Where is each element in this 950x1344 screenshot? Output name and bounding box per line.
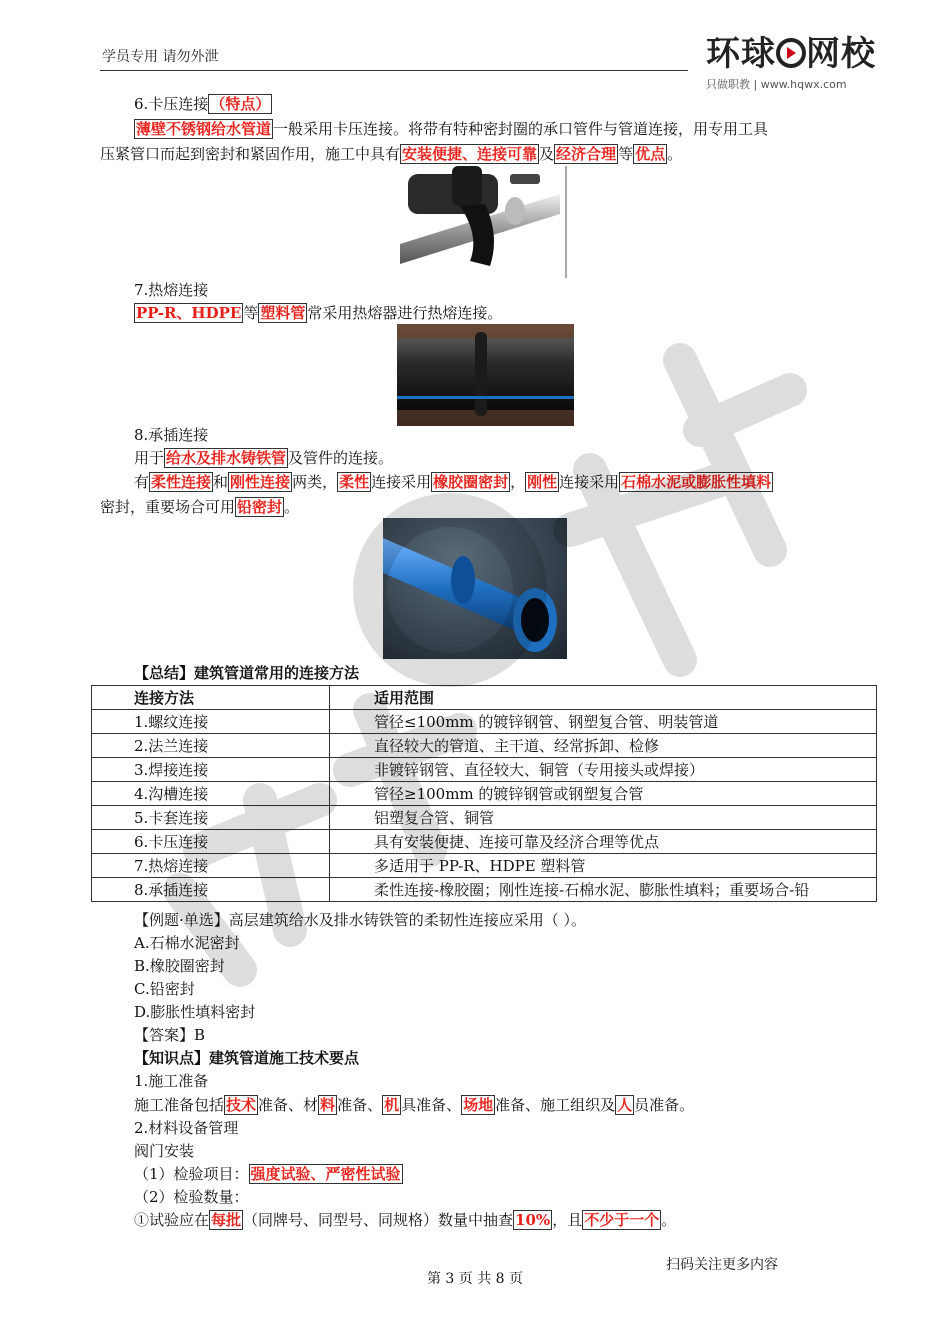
section-6-line-2 bbox=[100, 143, 682, 165]
hqwx-logo bbox=[706, 36, 876, 96]
scope-cell: 具有安装便捷、连接可靠及经济合理等优点 bbox=[330, 830, 877, 854]
section-7-title: 7.热熔连接 bbox=[134, 281, 209, 299]
highlight: 机 bbox=[384, 1096, 400, 1114]
method-cell: 4.沟槽连接 bbox=[92, 782, 330, 806]
table-row bbox=[92, 782, 877, 806]
table-row bbox=[92, 758, 877, 782]
press-fit-tool-photo bbox=[400, 166, 567, 278]
table-row bbox=[92, 806, 877, 830]
text: 。 bbox=[661, 1211, 677, 1229]
knowledge-title: 【知识点】建筑管道施工技术要点 bbox=[134, 1049, 360, 1067]
example-answer: 【答案】B bbox=[134, 1026, 206, 1044]
text: 及 bbox=[539, 145, 555, 163]
highlight: 刚性 bbox=[527, 473, 558, 491]
section-8-line-1 bbox=[134, 447, 393, 469]
inspection-rule bbox=[134, 1209, 676, 1231]
text: 员准备。 bbox=[634, 1096, 695, 1114]
option-c: C.铅密封 bbox=[134, 980, 195, 998]
text: 连接采用 bbox=[559, 473, 620, 491]
summary-table bbox=[91, 685, 877, 902]
text: 。 bbox=[284, 498, 300, 516]
summary-title: 【总结】建筑管道常用的连接方法 bbox=[134, 664, 360, 682]
method-cell: 5.卡套连接 bbox=[92, 806, 330, 830]
highlight: 场地 bbox=[463, 1096, 494, 1114]
highlight: 优点 bbox=[635, 145, 666, 163]
text: 具准备、 bbox=[401, 1096, 462, 1114]
section-8-line-2 bbox=[134, 471, 773, 493]
highlight: PP-R、HDPE bbox=[136, 304, 242, 322]
table-row bbox=[92, 830, 877, 854]
text: 等 bbox=[618, 145, 634, 163]
section-6-line-1 bbox=[134, 118, 768, 140]
option-d: D.膨胀性填料密封 bbox=[134, 1003, 256, 1021]
highlight: 强度试验、严密性试验 bbox=[250, 1165, 401, 1183]
logo-text-a: 环球 bbox=[706, 34, 776, 74]
text: 等 bbox=[243, 304, 259, 322]
text: （1）检验项目： bbox=[134, 1165, 249, 1183]
logo-text-b: 网校 bbox=[806, 34, 876, 74]
method-cell: 7.热熔连接 bbox=[92, 854, 330, 878]
highlight: 刚性连接 bbox=[230, 473, 291, 491]
highlight: 安装便捷、连接可靠 bbox=[402, 145, 538, 163]
knowledge-s2-title: 2.材料设备管理 bbox=[134, 1119, 239, 1137]
text: 准备、施工组织及 bbox=[495, 1096, 616, 1114]
table-row bbox=[92, 854, 877, 878]
highlight: 石棉水泥或膨胀性填料 bbox=[621, 473, 772, 491]
text: ， bbox=[510, 473, 526, 491]
option-b: B.橡胶圈密封 bbox=[134, 957, 225, 975]
highlight: 橡胶圈密封 bbox=[433, 473, 509, 491]
page-number: 第 3 页 共 8 页 bbox=[426, 1271, 524, 1287]
text: 连接采用 bbox=[371, 473, 432, 491]
highlight: 经济合理 bbox=[556, 145, 617, 163]
scope-cell: 铝塑复合管、铜管 bbox=[330, 806, 877, 830]
table-row bbox=[92, 878, 877, 902]
text: 和 bbox=[213, 473, 229, 491]
title-text: 6.卡压连接 bbox=[134, 95, 209, 113]
text: 有 bbox=[134, 473, 150, 491]
text: 常采用热熔器进行热熔连接。 bbox=[307, 304, 503, 322]
method-cell: 1.螺纹连接 bbox=[92, 710, 330, 734]
text: 用于 bbox=[134, 449, 165, 467]
logo-wordmark bbox=[706, 36, 876, 72]
qr-follow-note: 扫码关注更多内容 bbox=[666, 1257, 778, 1273]
text: 两类， bbox=[292, 473, 338, 491]
table-row bbox=[92, 734, 877, 758]
scope-cell: 多适用于 PP-R、HDPE 塑料管 bbox=[330, 854, 877, 878]
highlight: 薄壁不锈钢给水管道 bbox=[136, 120, 272, 138]
highlight: 人 bbox=[617, 1096, 633, 1114]
header-confidential-note: 学员专用 请勿外泄 bbox=[102, 49, 219, 65]
example-question: 【例题·单选】高层建筑给水及排水铸铁管的柔韧性连接应采用（ ）。 bbox=[134, 911, 587, 929]
method-cell: 3.焊接连接 bbox=[92, 758, 330, 782]
highlight: 技术 bbox=[226, 1096, 257, 1114]
text: 压紧管口而起到密封和紧固作用，施工中具有 bbox=[100, 145, 401, 163]
scope-cell: 非镀锌钢管、直径较大、铜管（专用接头或焊接） bbox=[330, 758, 877, 782]
method-cell: 6.卡压连接 bbox=[92, 830, 330, 854]
highlight: 料 bbox=[320, 1096, 336, 1114]
scope-cell: 直径较大的管道、主干道、经常拆卸、检修 bbox=[330, 734, 877, 758]
scope-cell: 管径≤100mm 的镀锌钢管、钢塑复合管、明装管道 bbox=[330, 710, 877, 734]
text: 准备、 bbox=[337, 1096, 383, 1114]
text: 及管件的连接。 bbox=[288, 449, 394, 467]
text: 。 bbox=[667, 145, 683, 163]
highlight: 不少于一个 bbox=[584, 1211, 660, 1229]
hot-melt-pipe-photo bbox=[397, 324, 574, 426]
highlight: （特点） bbox=[210, 95, 271, 113]
section-8-title: 8.承插连接 bbox=[134, 426, 209, 444]
knowledge-s1-line bbox=[134, 1094, 694, 1116]
text: 准备、材 bbox=[258, 1096, 319, 1114]
table-row bbox=[92, 710, 877, 734]
table-header-row bbox=[92, 686, 877, 710]
option-a: A.石棉水泥密封 bbox=[134, 934, 240, 952]
section-8-line-3 bbox=[100, 496, 299, 518]
highlight: 每批 bbox=[211, 1211, 242, 1229]
highlight: 塑料管 bbox=[260, 304, 306, 322]
text: 密封，重要场合可用 bbox=[100, 498, 236, 516]
text: 施工准备包括 bbox=[134, 1096, 225, 1114]
header-scope: 适用范围 bbox=[330, 686, 877, 710]
highlight: 柔性连接 bbox=[151, 473, 212, 491]
knowledge-s1-title: 1.施工准备 bbox=[134, 1072, 209, 1090]
highlight: 给水及排水铸铁管 bbox=[166, 449, 287, 467]
header-method: 连接方法 bbox=[92, 686, 330, 710]
highlight: 柔性 bbox=[339, 473, 370, 491]
scope-cell: 柔性连接-橡胶圈；刚性连接-石棉水泥、膨胀性填料；重要场合-铅 bbox=[330, 878, 877, 902]
socket-joint-pipe-photo bbox=[383, 518, 567, 659]
highlight: 铅密封 bbox=[237, 498, 283, 516]
method-cell: 8.承插连接 bbox=[92, 878, 330, 902]
highlight: 10% bbox=[515, 1211, 551, 1229]
inspection-quantity: （2）检验数量： bbox=[134, 1188, 249, 1206]
inspection-items bbox=[134, 1163, 403, 1185]
text: ，且 bbox=[552, 1211, 583, 1229]
section-7-line-1 bbox=[134, 302, 502, 324]
logo-slogan: 只做职教 | www.hqwx.com bbox=[706, 78, 847, 91]
text: （同牌号、同型号、同规格）数量中抽查 bbox=[243, 1211, 514, 1229]
text: 一般采用卡压连接。将带有特种密封圈的承口管件与管道连接，用专用工具 bbox=[273, 120, 769, 138]
method-cell: 2.法兰连接 bbox=[92, 734, 330, 758]
scope-cell: 管径≥100mm 的镀锌钢管或钢塑复合管 bbox=[330, 782, 877, 806]
text: ①试验应在 bbox=[134, 1211, 210, 1229]
section-6-title bbox=[134, 93, 272, 115]
play-ring-icon bbox=[776, 38, 806, 68]
knowledge-s2-sub: 阀门安装 bbox=[134, 1142, 195, 1160]
header-rule bbox=[100, 70, 688, 71]
